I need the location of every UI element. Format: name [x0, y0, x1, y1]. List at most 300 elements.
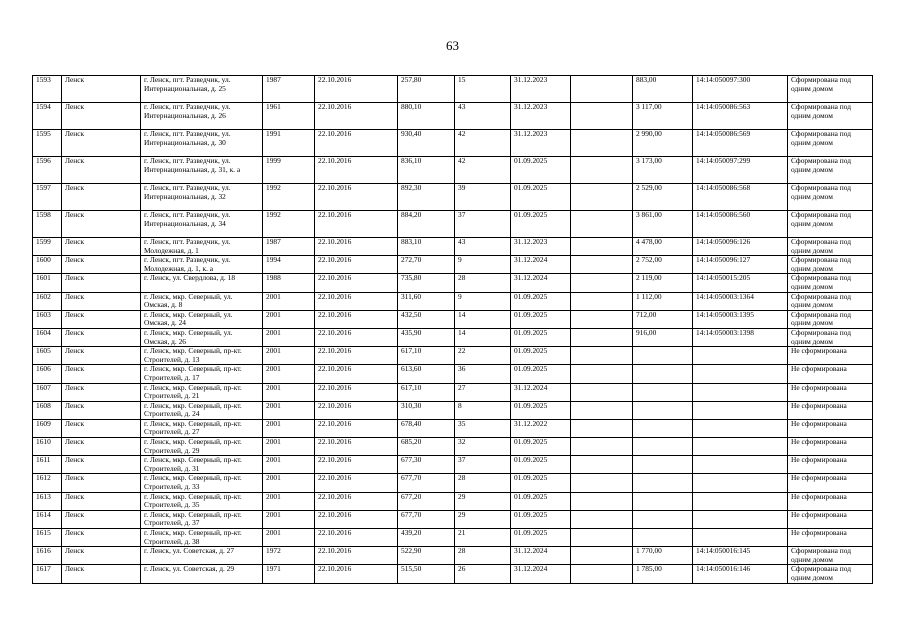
cell-empty	[571, 310, 633, 328]
cell-address: г. Ленск, мкр. Северный, ул. Омская, д. 26	[141, 328, 263, 346]
cell-cost: 2 529,00	[633, 184, 693, 211]
cell-row-number: 1613	[33, 492, 62, 510]
cell-residents: 29	[455, 492, 511, 510]
cell-residents: 27	[455, 383, 511, 401]
cell-row-number: 1599	[33, 238, 62, 256]
cell-build-year: 1994	[263, 256, 315, 274]
cell-cost: 1 770,00	[633, 547, 693, 565]
cell-address: г. Ленск, мкр. Северный, пр-кт. Строителей, д. 29	[141, 438, 263, 456]
cell-cost	[633, 492, 693, 510]
cell-build-year: 2001	[263, 474, 315, 492]
cell-city: Ленск	[62, 211, 141, 238]
cell-cost: 1 785,00	[633, 565, 693, 583]
cell-cost: 3 173,00	[633, 157, 693, 184]
cell-area: 836,10	[398, 157, 455, 184]
cell-build-year: 1991	[263, 130, 315, 157]
cell-row-number: 1608	[33, 401, 62, 419]
cell-cadastral-number	[693, 383, 788, 401]
cell-empty	[571, 347, 633, 365]
cell-city: Ленск	[62, 401, 141, 419]
cell-residents: 42	[455, 130, 511, 157]
table-row	[33, 510, 873, 528]
cell-residents: 8	[455, 401, 511, 419]
cell-address: г. Ленск, пгт. Разведчик, ул. Интернациональная, д. 25	[141, 76, 263, 103]
cell-area: 677,30	[398, 456, 455, 474]
cell-cadastral-number: 14:14:050016:145	[693, 547, 788, 565]
table-row	[33, 157, 873, 184]
cell-land-status: Сформирована под одним домом	[788, 211, 873, 238]
cell-empty	[571, 401, 633, 419]
cell-cost	[633, 438, 693, 456]
cell-city: Ленск	[62, 157, 141, 184]
cell-cadastral-number: 14:14:050003:1398	[693, 328, 788, 346]
cell-build-year: 2001	[263, 328, 315, 346]
cell-area: 522,90	[398, 547, 455, 565]
cell-area: 884,20	[398, 211, 455, 238]
cell-empty	[571, 456, 633, 474]
cell-land-status: Сформирована под одним домом	[788, 256, 873, 274]
cell-residents: 37	[455, 211, 511, 238]
cell-empty	[571, 547, 633, 565]
cell-inclusion-date: 22.10.2016	[315, 310, 398, 328]
cell-row-number: 1598	[33, 211, 62, 238]
cell-cadastral-number	[693, 347, 788, 365]
cell-city: Ленск	[62, 310, 141, 328]
cell-deadline: 01.09.2025	[511, 310, 571, 328]
cell-build-year: 2001	[263, 438, 315, 456]
cell-land-status: Не сформирована	[788, 510, 873, 528]
cell-build-year: 2001	[263, 383, 315, 401]
cell-build-year: 2001	[263, 292, 315, 310]
cell-area: 257,80	[398, 76, 455, 103]
cell-inclusion-date: 22.10.2016	[315, 565, 398, 583]
cell-area: 310,30	[398, 401, 455, 419]
cell-deadline: 01.09.2025	[511, 401, 571, 419]
cell-cadastral-number	[693, 438, 788, 456]
cell-empty	[571, 157, 633, 184]
cell-address: г. Ленск, пгт. Разведчик, ул. Молодежная, д. 1	[141, 238, 263, 256]
cell-land-status: Сформирована под одним домом	[788, 157, 873, 184]
table-row	[33, 211, 873, 238]
cell-inclusion-date: 22.10.2016	[315, 401, 398, 419]
cell-build-year: 2001	[263, 365, 315, 383]
cell-city: Ленск	[62, 547, 141, 565]
table-row	[33, 365, 873, 383]
cell-empty	[571, 76, 633, 103]
cell-area: 613,60	[398, 365, 455, 383]
cell-row-number: 1609	[33, 419, 62, 437]
cell-land-status: Не сформирована	[788, 456, 873, 474]
cell-row-number: 1612	[33, 474, 62, 492]
cell-row-number: 1594	[33, 103, 62, 130]
cell-cost: 1 112,00	[633, 292, 693, 310]
cell-land-status: Не сформирована	[788, 492, 873, 510]
cell-address: г. Ленск, мкр. Северный, пр-кт. Строителей, д. 35	[141, 492, 263, 510]
cell-build-year: 2001	[263, 529, 315, 547]
cell-empty	[571, 529, 633, 547]
cell-address: г. Ленск, мкр. Северный, пр-кт. Строителей, д. 21	[141, 383, 263, 401]
cell-cadastral-number	[693, 510, 788, 528]
cell-row-number: 1615	[33, 529, 62, 547]
cell-residents: 28	[455, 274, 511, 292]
cell-inclusion-date: 22.10.2016	[315, 474, 398, 492]
page-number: 63	[446, 38, 459, 53]
cell-row-number: 1616	[33, 547, 62, 565]
cell-cadastral-number	[693, 456, 788, 474]
cell-row-number: 1610	[33, 438, 62, 456]
cell-address: г. Ленск, пгт. Разведчик, ул. Интернациональная, д. 34	[141, 211, 263, 238]
cell-land-status: Не сформирована	[788, 401, 873, 419]
cell-empty	[571, 565, 633, 583]
cell-area: 892,30	[398, 184, 455, 211]
cell-cost	[633, 419, 693, 437]
cell-empty	[571, 438, 633, 456]
cell-residents: 32	[455, 438, 511, 456]
cell-inclusion-date: 22.10.2016	[315, 529, 398, 547]
cell-empty	[571, 103, 633, 130]
cell-row-number: 1611	[33, 456, 62, 474]
cell-city: Ленск	[62, 383, 141, 401]
cell-land-status: Сформирована под одним домом	[788, 292, 873, 310]
cell-empty	[571, 211, 633, 238]
cell-build-year: 1992	[263, 211, 315, 238]
cell-area: 735,80	[398, 274, 455, 292]
cell-cadastral-number	[693, 529, 788, 547]
cell-area: 880,10	[398, 103, 455, 130]
cell-deadline: 01.09.2025	[511, 347, 571, 365]
cell-cost: 4 478,00	[633, 238, 693, 256]
cell-build-year: 1987	[263, 76, 315, 103]
cell-build-year: 2001	[263, 347, 315, 365]
cell-area: 883,10	[398, 238, 455, 256]
cell-inclusion-date: 22.10.2016	[315, 184, 398, 211]
cell-residents: 9	[455, 256, 511, 274]
cell-build-year: 2001	[263, 492, 315, 510]
cell-address: г. Ленск, мкр. Северный, ул. Омская, д. 24	[141, 310, 263, 328]
cell-deadline: 01.09.2025	[511, 184, 571, 211]
table-body	[33, 76, 873, 584]
cell-land-status: Не сформирована	[788, 383, 873, 401]
cell-address: г. Ленск, пгт. Разведчик, ул. Интернациональная, д. 31, к. а	[141, 157, 263, 184]
cell-city: Ленск	[62, 474, 141, 492]
table-row	[33, 238, 873, 256]
table-row	[33, 347, 873, 365]
cell-deadline: 01.09.2025	[511, 365, 571, 383]
cell-residents: 36	[455, 365, 511, 383]
cell-area: 677,70	[398, 474, 455, 492]
cell-area: 617,10	[398, 347, 455, 365]
table-row	[33, 456, 873, 474]
cell-row-number: 1593	[33, 76, 62, 103]
cell-address: г. Ленск, ул. Свердлова, д. 18	[141, 274, 263, 292]
cell-cost	[633, 529, 693, 547]
cell-address: г. Ленск, мкр. Северный, ул. Омская, д. 8	[141, 292, 263, 310]
cell-address: г. Ленск, ул. Советская, д. 29	[141, 565, 263, 583]
cell-inclusion-date: 22.10.2016	[315, 365, 398, 383]
cell-build-year: 2001	[263, 401, 315, 419]
cell-row-number: 1603	[33, 310, 62, 328]
table-row	[33, 547, 873, 565]
table-row	[33, 383, 873, 401]
cell-deadline: 01.09.2025	[511, 292, 571, 310]
cell-cost	[633, 510, 693, 528]
cell-land-status: Не сформирована	[788, 347, 873, 365]
cell-build-year: 2001	[263, 310, 315, 328]
cell-address: г. Ленск, ул. Советская, д. 27	[141, 547, 263, 565]
cell-area: 435,90	[398, 328, 455, 346]
cell-row-number: 1597	[33, 184, 62, 211]
cell-deadline: 01.09.2025	[511, 474, 571, 492]
cell-build-year: 2001	[263, 510, 315, 528]
cell-area: 678,40	[398, 419, 455, 437]
cell-residents: 28	[455, 547, 511, 565]
cell-cadastral-number	[693, 401, 788, 419]
cell-deadline: 31.12.2022	[511, 419, 571, 437]
cell-address: г. Ленск, пгт. Разведчик, ул. Интернациональная, д. 32	[141, 184, 263, 211]
cell-inclusion-date: 22.10.2016	[315, 274, 398, 292]
cell-cost	[633, 347, 693, 365]
cell-build-year: 1971	[263, 565, 315, 583]
cell-area: 439,20	[398, 529, 455, 547]
cell-deadline: 01.09.2025	[511, 157, 571, 184]
cell-cost	[633, 401, 693, 419]
cell-build-year: 1987	[263, 238, 315, 256]
table-row	[33, 438, 873, 456]
cell-inclusion-date: 22.10.2016	[315, 103, 398, 130]
cell-cadastral-number: 14:14:050015:205	[693, 274, 788, 292]
cell-deadline: 01.09.2025	[511, 328, 571, 346]
cell-deadline: 31.12.2024	[511, 565, 571, 583]
cell-land-status: Сформирована под одним домом	[788, 103, 873, 130]
cell-inclusion-date: 22.10.2016	[315, 238, 398, 256]
cell-deadline: 31.12.2023	[511, 130, 571, 157]
cell-deadline: 31.12.2024	[511, 256, 571, 274]
cell-inclusion-date: 22.10.2016	[315, 130, 398, 157]
cell-city: Ленск	[62, 76, 141, 103]
cell-cost: 712,00	[633, 310, 693, 328]
cell-land-status: Сформирована под одним домом	[788, 274, 873, 292]
cell-cost	[633, 383, 693, 401]
cell-deadline: 31.12.2023	[511, 238, 571, 256]
cell-address: г. Ленск, мкр. Северный, пр-кт. Строителей, д. 31	[141, 456, 263, 474]
cell-row-number: 1606	[33, 365, 62, 383]
cell-row-number: 1605	[33, 347, 62, 365]
cell-row-number: 1601	[33, 274, 62, 292]
cell-city: Ленск	[62, 238, 141, 256]
cell-area: 930,40	[398, 130, 455, 157]
cell-cost: 3 117,00	[633, 103, 693, 130]
cell-build-year: 1988	[263, 274, 315, 292]
cell-inclusion-date: 22.10.2016	[315, 256, 398, 274]
cell-residents: 14	[455, 310, 511, 328]
cell-deadline: 01.09.2025	[511, 529, 571, 547]
cell-area: 272,70	[398, 256, 455, 274]
cell-deadline: 01.09.2025	[511, 211, 571, 238]
cell-city: Ленск	[62, 365, 141, 383]
cell-land-status: Сформирована под одним домом	[788, 565, 873, 583]
cell-row-number: 1604	[33, 328, 62, 346]
cell-land-status: Не сформирована	[788, 419, 873, 437]
cell-empty	[571, 510, 633, 528]
cell-cadastral-number	[693, 365, 788, 383]
cell-row-number: 1617	[33, 565, 62, 583]
cell-address: г. Ленск, мкр. Северный, пр-кт. Строителей, д. 13	[141, 347, 263, 365]
cell-cost	[633, 456, 693, 474]
table-row	[33, 76, 873, 103]
cell-empty	[571, 130, 633, 157]
cell-build-year: 2001	[263, 419, 315, 437]
table-row	[33, 328, 873, 346]
cell-cost: 3 861,00	[633, 211, 693, 238]
cell-cadastral-number: 14:14:050096:126	[693, 238, 788, 256]
cell-inclusion-date: 22.10.2016	[315, 328, 398, 346]
cell-residents: 35	[455, 419, 511, 437]
cell-area: 617,10	[398, 383, 455, 401]
cell-city: Ленск	[62, 565, 141, 583]
cell-area: 677,20	[398, 492, 455, 510]
cell-land-status: Сформирована под одним домом	[788, 328, 873, 346]
cell-land-status: Сформирована под одним домом	[788, 238, 873, 256]
cell-deadline: 31.12.2023	[511, 103, 571, 130]
cell-residents: 9	[455, 292, 511, 310]
cell-cadastral-number: 14:14:050086:563	[693, 103, 788, 130]
cell-city: Ленск	[62, 510, 141, 528]
cell-area: 677,70	[398, 510, 455, 528]
cell-land-status: Не сформирована	[788, 529, 873, 547]
cell-cadastral-number: 14:14:050003:1395	[693, 310, 788, 328]
cell-area: 432,50	[398, 310, 455, 328]
cell-residents: 15	[455, 76, 511, 103]
cell-empty	[571, 238, 633, 256]
cell-address: г. Ленск, мкр. Северный, пр-кт. Строителей, д. 27	[141, 419, 263, 437]
cell-build-year: 1961	[263, 103, 315, 130]
cell-inclusion-date: 22.10.2016	[315, 419, 398, 437]
cell-city: Ленск	[62, 256, 141, 274]
cell-inclusion-date: 22.10.2016	[315, 438, 398, 456]
cell-cadastral-number: 14:14:050097:299	[693, 157, 788, 184]
cell-cadastral-number: 14:14:050003:1364	[693, 292, 788, 310]
cell-cost: 2 119,00	[633, 274, 693, 292]
table-row	[33, 401, 873, 419]
cell-address: г. Ленск, мкр. Северный, пр-кт. Строителей, д. 24	[141, 401, 263, 419]
cell-empty	[571, 292, 633, 310]
table-row	[33, 474, 873, 492]
cell-inclusion-date: 22.10.2016	[315, 547, 398, 565]
cell-empty	[571, 256, 633, 274]
table-row	[33, 565, 873, 583]
cell-empty	[571, 184, 633, 211]
cell-inclusion-date: 22.10.2016	[315, 456, 398, 474]
cell-city: Ленск	[62, 438, 141, 456]
table-row	[33, 529, 873, 547]
cell-cadastral-number: 14:14:050086:568	[693, 184, 788, 211]
cell-row-number: 1607	[33, 383, 62, 401]
cell-build-year: 1999	[263, 157, 315, 184]
cell-land-status: Сформирована под одним домом	[788, 130, 873, 157]
cell-land-status: Сформирована под одним домом	[788, 547, 873, 565]
cell-cost	[633, 365, 693, 383]
table-row	[33, 419, 873, 437]
cell-deadline: 31.12.2024	[511, 383, 571, 401]
cell-deadline: 31.12.2024	[511, 547, 571, 565]
cell-empty	[571, 419, 633, 437]
cell-cadastral-number: 14:14:050096:127	[693, 256, 788, 274]
cell-row-number: 1595	[33, 130, 62, 157]
cell-deadline: 01.09.2025	[511, 438, 571, 456]
cell-cadastral-number	[693, 474, 788, 492]
cell-city: Ленск	[62, 130, 141, 157]
cell-address: г. Ленск, мкр. Северный, пр-кт. Строителей, д. 38	[141, 529, 263, 547]
cell-cadastral-number: 14:14:050086:560	[693, 211, 788, 238]
cell-city: Ленск	[62, 419, 141, 437]
cell-city: Ленск	[62, 184, 141, 211]
cell-area: 515,50	[398, 565, 455, 583]
cell-cadastral-number: 14:14:050016:146	[693, 565, 788, 583]
cell-inclusion-date: 22.10.2016	[315, 510, 398, 528]
cell-residents: 14	[455, 328, 511, 346]
cell-land-status: Сформирована под одним домом	[788, 76, 873, 103]
cell-address: г. Ленск, пгт. Разведчик, ул. Интернациональная, д. 26	[141, 103, 263, 130]
cell-address: г. Ленск, мкр. Северный, пр-кт. Строителей, д. 37	[141, 510, 263, 528]
cell-cadastral-number: 14:14:050097:300	[693, 76, 788, 103]
cell-inclusion-date: 22.10.2016	[315, 76, 398, 103]
housing-registry-table	[32, 75, 873, 584]
cell-cadastral-number	[693, 492, 788, 510]
table-row	[33, 492, 873, 510]
table-row	[33, 274, 873, 292]
cell-residents: 21	[455, 529, 511, 547]
cell-address: г. Ленск, мкр. Северный, пр-кт. Строителей, д. 17	[141, 365, 263, 383]
cell-empty	[571, 474, 633, 492]
cell-empty	[571, 328, 633, 346]
cell-inclusion-date: 22.10.2016	[315, 383, 398, 401]
cell-city: Ленск	[62, 529, 141, 547]
cell-row-number: 1596	[33, 157, 62, 184]
cell-inclusion-date: 22.10.2016	[315, 157, 398, 184]
cell-row-number: 1614	[33, 510, 62, 528]
cell-cost: 2 752,00	[633, 256, 693, 274]
cell-deadline: 01.09.2025	[511, 510, 571, 528]
cell-cadastral-number	[693, 419, 788, 437]
cell-deadline: 01.09.2025	[511, 492, 571, 510]
cell-cost: 883,00	[633, 76, 693, 103]
cell-city: Ленск	[62, 328, 141, 346]
cell-deadline: 01.09.2025	[511, 456, 571, 474]
cell-row-number: 1600	[33, 256, 62, 274]
cell-city: Ленск	[62, 456, 141, 474]
table-row	[33, 292, 873, 310]
cell-city: Ленск	[62, 103, 141, 130]
cell-cost	[633, 474, 693, 492]
cell-city: Ленск	[62, 347, 141, 365]
cell-deadline: 31.12.2024	[511, 274, 571, 292]
cell-land-status: Сформирована под одним домом	[788, 310, 873, 328]
cell-cost: 2 990,00	[633, 130, 693, 157]
cell-build-year: 1992	[263, 184, 315, 211]
cell-address: г. Ленск, пгт. Разведчик, ул. Молодежная, д. 1, к. а	[141, 256, 263, 274]
cell-inclusion-date: 22.10.2016	[315, 492, 398, 510]
cell-city: Ленск	[62, 492, 141, 510]
cell-area: 311,60	[398, 292, 455, 310]
table-row	[33, 184, 873, 211]
table-row	[33, 103, 873, 130]
cell-land-status: Не сформирована	[788, 365, 873, 383]
table-row	[33, 256, 873, 274]
table-row	[33, 130, 873, 157]
cell-land-status: Не сформирована	[788, 474, 873, 492]
table-row	[33, 310, 873, 328]
cell-residents: 22	[455, 347, 511, 365]
